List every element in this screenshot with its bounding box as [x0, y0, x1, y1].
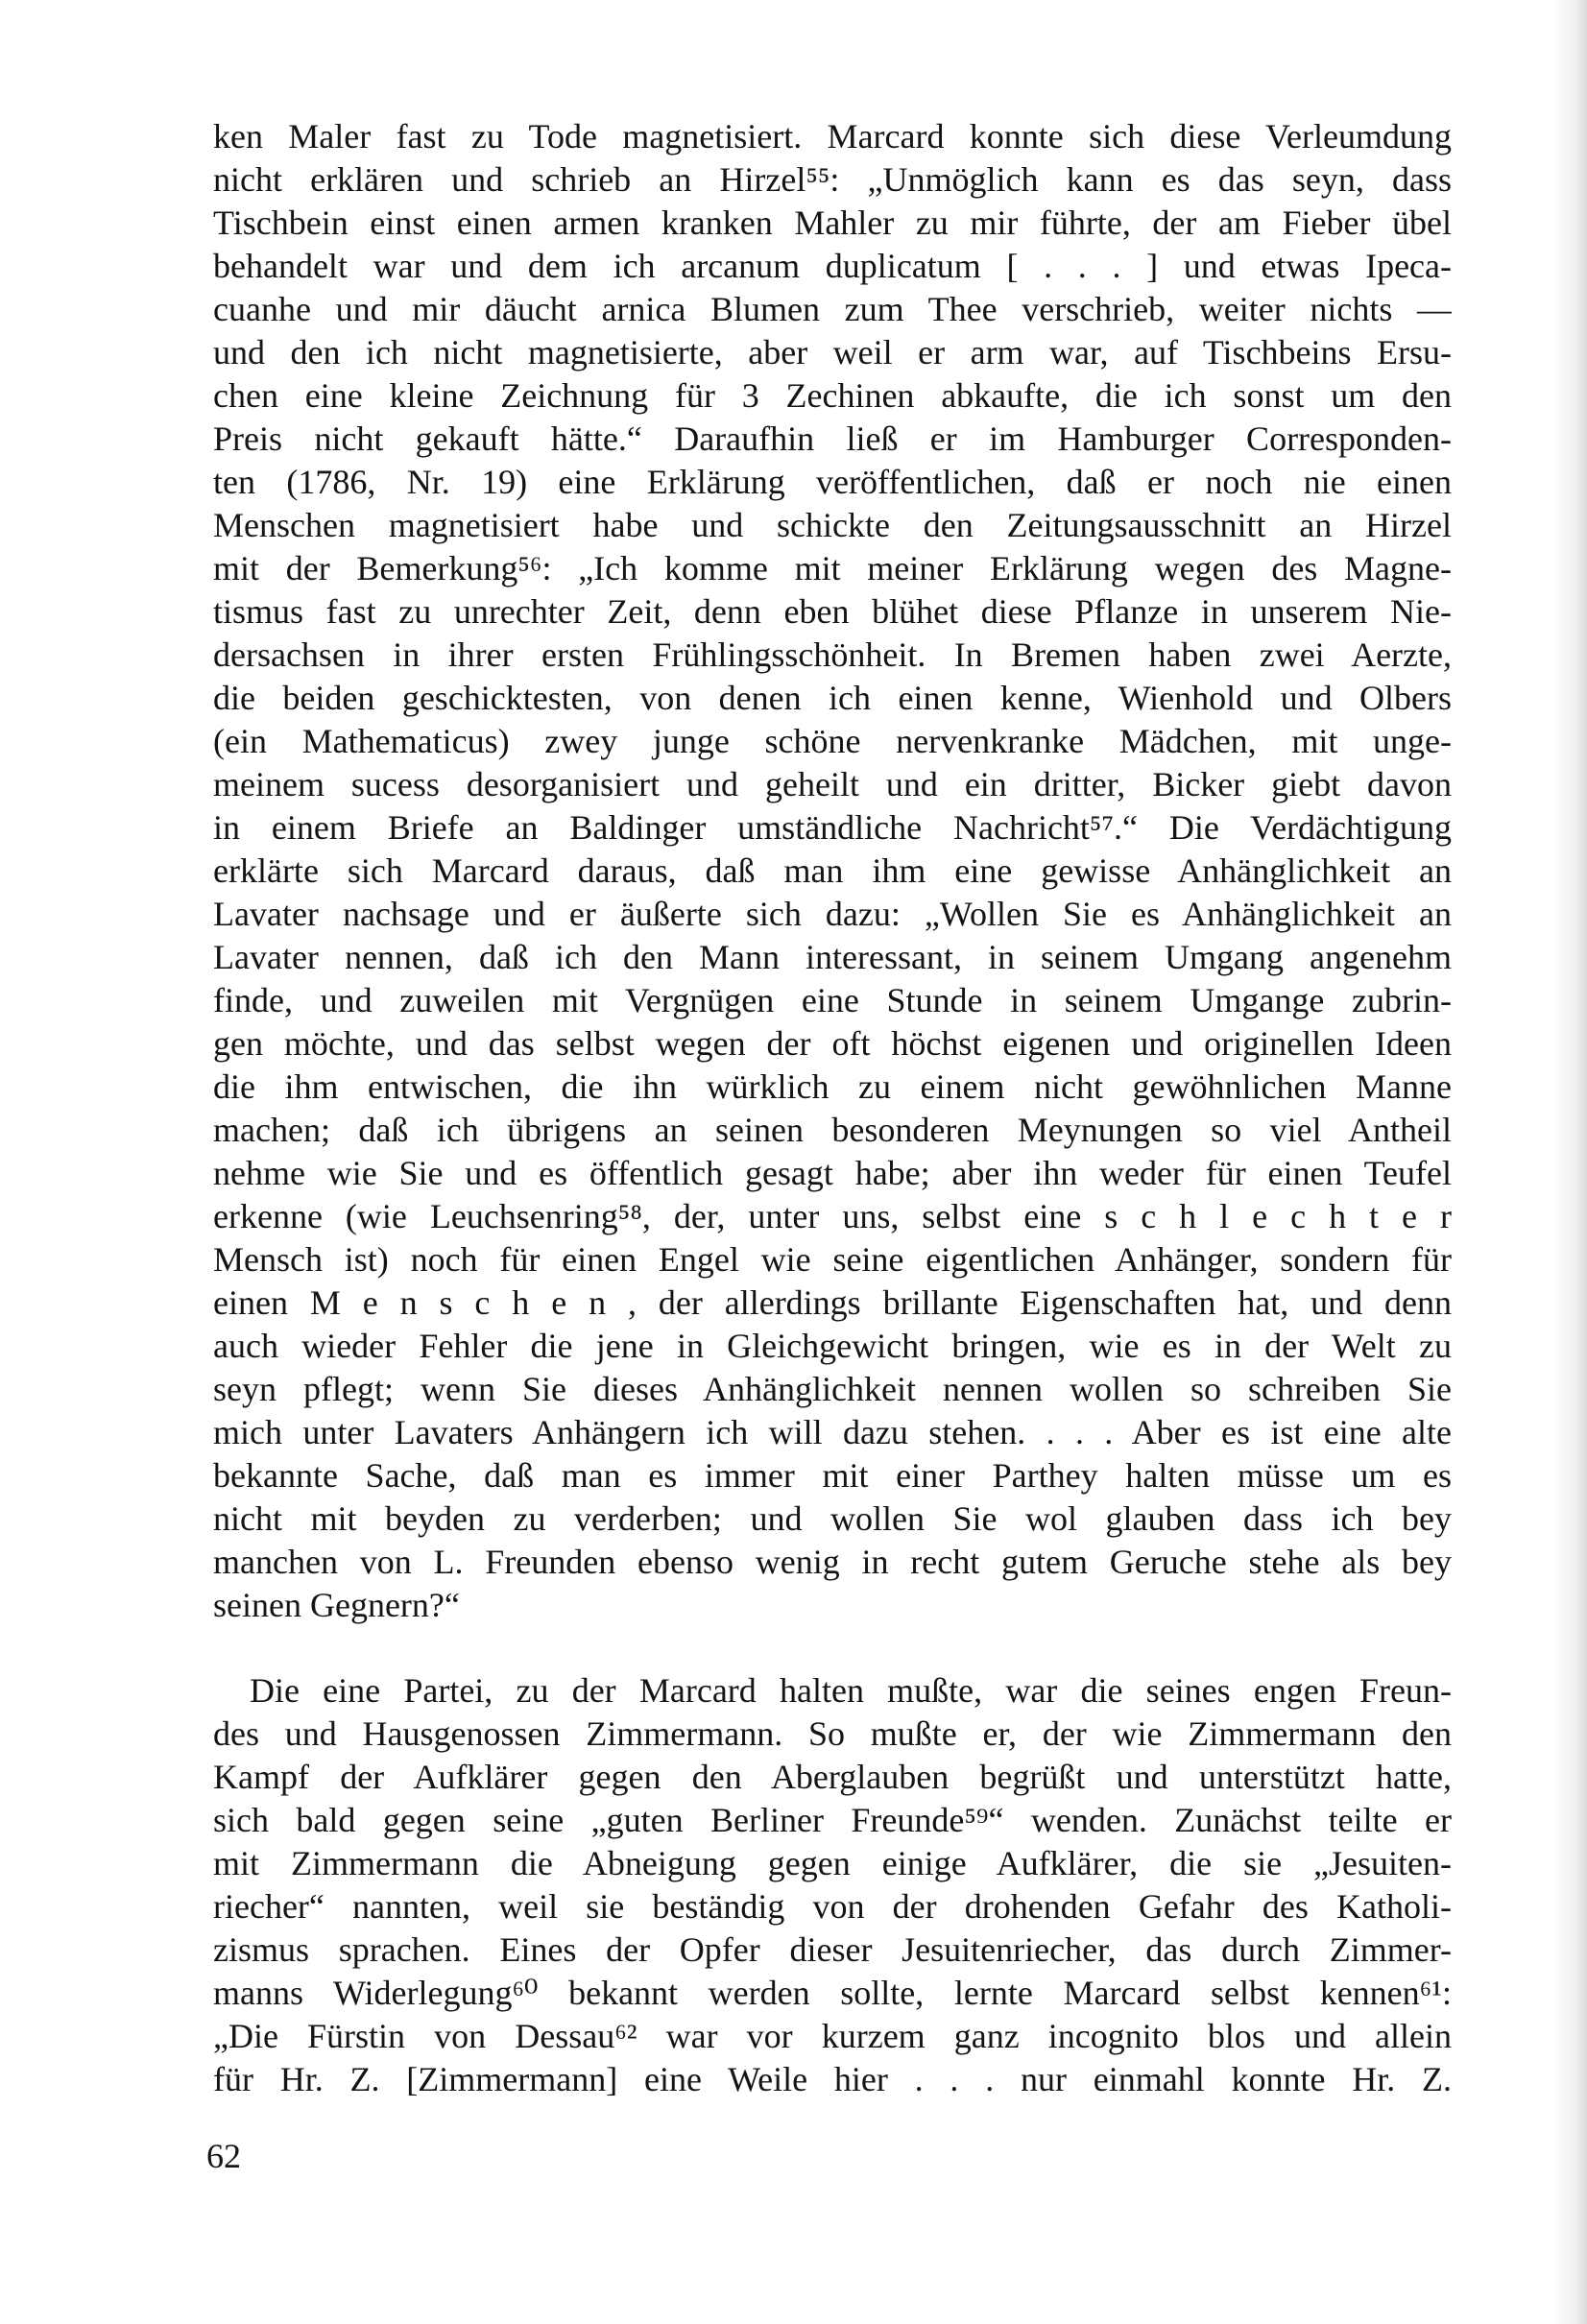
paragraph-1	[213, 115, 1452, 1627]
text-line: erklärte sich Marcard daraus, daß man ihm eine gewisse Anhänglichkeit an	[213, 851, 1452, 890]
text-line: gen möchte, und das selbst wegen der oft höchst eigenen und originellen Ideen	[213, 1024, 1452, 1063]
text-line: die beiden geschicktesten, von denen ich einen kenne, Wienhold und Olbers	[213, 679, 1452, 717]
page-number: 62	[206, 2137, 241, 2175]
text-line: auch wieder Fehler die jene in Gleichgewicht bringen, wie es in der Welt zu	[213, 1327, 1452, 1365]
spine-shadow	[1552, 0, 1587, 2324]
text-line: nicht mit beyden zu verderben; und wollen Sie wol glauben dass ich bey	[213, 1499, 1452, 1538]
text-line: meinem sucess desorganisiert und geheilt und ein dritter, Bicker giebt davon	[213, 765, 1452, 803]
text-line: behandelt war und dem ich arcanum duplicatum [ . . . ] und etwas Ipeca-	[213, 247, 1452, 285]
text-line: sich bald gegen seine „guten Berliner Freunde⁵⁹“ wenden. Zunächst teilte er	[213, 1801, 1452, 1839]
text-line: einen M e n s c h e n , der allerdings brillante Eigenschaften hat, und denn	[213, 1283, 1452, 1322]
text-line: erkenne (wie Leuchsenring⁵⁸, der, unter uns, selbst eine s c h l e c h t e r	[213, 1197, 1452, 1235]
text-line: in einem Briefe an Baldinger umständliche Nachricht⁵⁷.“ Die Verdächtigung	[213, 808, 1452, 847]
text-line: Menschen magnetisiert habe und schickte den Zeitungsausschnitt an Hirzel	[213, 506, 1452, 544]
text-line: „Die Fürstin von Dessau⁶² war vor kurzem ganz incognito blos und allein	[213, 2017, 1452, 2055]
text-line: manns Widerlegung⁶⁰ bekannt werden sollte, lernte Marcard selbst kennen⁶¹:	[213, 1974, 1452, 2012]
text-line: tismus fast zu unrechter Zeit, denn eben blühet diese Pflanze in unserem Nie-	[213, 592, 1452, 631]
text-line: Lavater nachsage und er äußerte sich dazu: „Wollen Sie es Anhänglichkeit an	[213, 895, 1452, 933]
text-line: für Hr. Z. [Zimmermann] eine Weile hier . . . nur einmahl konnte Hr. Z.	[213, 2060, 1452, 2098]
body-text	[213, 115, 1452, 2101]
text-line: Die eine Partei, zu der Marcard halten mußte, war die seines engen Freun-	[250, 1671, 1452, 1710]
text-line: seyn pflegt; wenn Sie dieses Anhänglichkeit nennen wollen so schreiben Sie	[213, 1370, 1452, 1408]
text-line: ten (1786, Nr. 19) eine Erklärung veröffentlichen, daß er noch nie einen	[213, 463, 1452, 501]
text-line: riecher“ nannten, weil sie beständig von der drohenden Gefahr des Katholi-	[213, 1887, 1452, 1926]
text-line: (ein Mathematicus) zwey junge schöne nervenkranke Mädchen, mit unge-	[213, 722, 1452, 760]
text-line: Mensch ist) noch für einen Engel wie seine eigentlichen Anhänger, sondern für	[213, 1240, 1452, 1279]
text-line: manchen von L. Freunden ebenso wenig in recht gutem Geruche stehe als bey	[213, 1543, 1452, 1581]
paragraph-gap	[213, 1627, 1452, 1669]
text-line: Lavater nennen, daß ich den Mann interessant, in seinem Umgang angenehm	[213, 938, 1452, 976]
text-line: bekannte Sache, daß man es immer mit einer Parthey halten müsse um es	[213, 1456, 1452, 1495]
text-line: und den ich nicht magnetisierte, aber weil er arm war, auf Tischbeins Ersu-	[213, 333, 1452, 371]
paragraph-2	[213, 1669, 1452, 2101]
text-line: seinen Gegnern?“	[213, 1586, 460, 1624]
text-line: mit der Bemerkung⁵⁶: „Ich komme mit meiner Erklärung wegen des Magne-	[213, 549, 1452, 587]
text-line: zismus sprachen. Eines der Opfer dieser Jesuitenriecher, das durch Zimmer-	[213, 1930, 1452, 1969]
text-line: finde, und zuweilen mit Vergnügen eine Stunde in seinem Umgange zubrin-	[213, 981, 1452, 1019]
text-line: nicht erklären und schrieb an Hirzel⁵⁵: „Unmöglich kann es das seyn, dass	[213, 160, 1452, 199]
text-line: Preis nicht gekauft hätte.“ Daraufhin ließ er im Hamburger Corresponden-	[213, 419, 1452, 458]
text-line: Tischbein einst einen armen kranken Mahler zu mir führte, der am Fieber übel	[213, 204, 1452, 242]
text-line: des und Hausgenossen Zimmermann. So mußte er, der wie Zimmermann den	[213, 1714, 1452, 1753]
text-line: Kampf der Aufklärer gegen den Aberglauben begrüßt und unterstützt hatte,	[213, 1758, 1452, 1796]
text-line: machen; daß ich übrigens an seinen besonderen Meynungen so viel Antheil	[213, 1111, 1452, 1149]
text-line: die ihm entwischen, die ihn würklich zu einem nicht gewöhnlichen Manne	[213, 1067, 1452, 1106]
text-line: chen eine kleine Zeichnung für 3 Zechinen abkaufte, die ich sonst um den	[213, 376, 1452, 415]
text-line: cuanhe und mir däucht arnica Blumen zum Thee verschrieb, weiter nichts —	[213, 290, 1452, 328]
text-line: ken Maler fast zu Tode magnetisiert. Marcard konnte sich diese Verleumdung	[213, 117, 1452, 156]
text-line: mich unter Lavaters Anhängern ich will dazu stehen. . . . Aber es ist eine alte	[213, 1413, 1452, 1451]
text-line: nehme wie Sie und es öffentlich gesagt habe; aber ihn weder für einen Teufel	[213, 1154, 1452, 1192]
text-line: mit Zimmermann die Abneigung gegen einige Aufklärer, die sie „Jesuiten-	[213, 1844, 1452, 1882]
text-line: dersachsen in ihrer ersten Frühlingsschönheit. In Bremen haben zwei Aerzte,	[213, 635, 1452, 674]
